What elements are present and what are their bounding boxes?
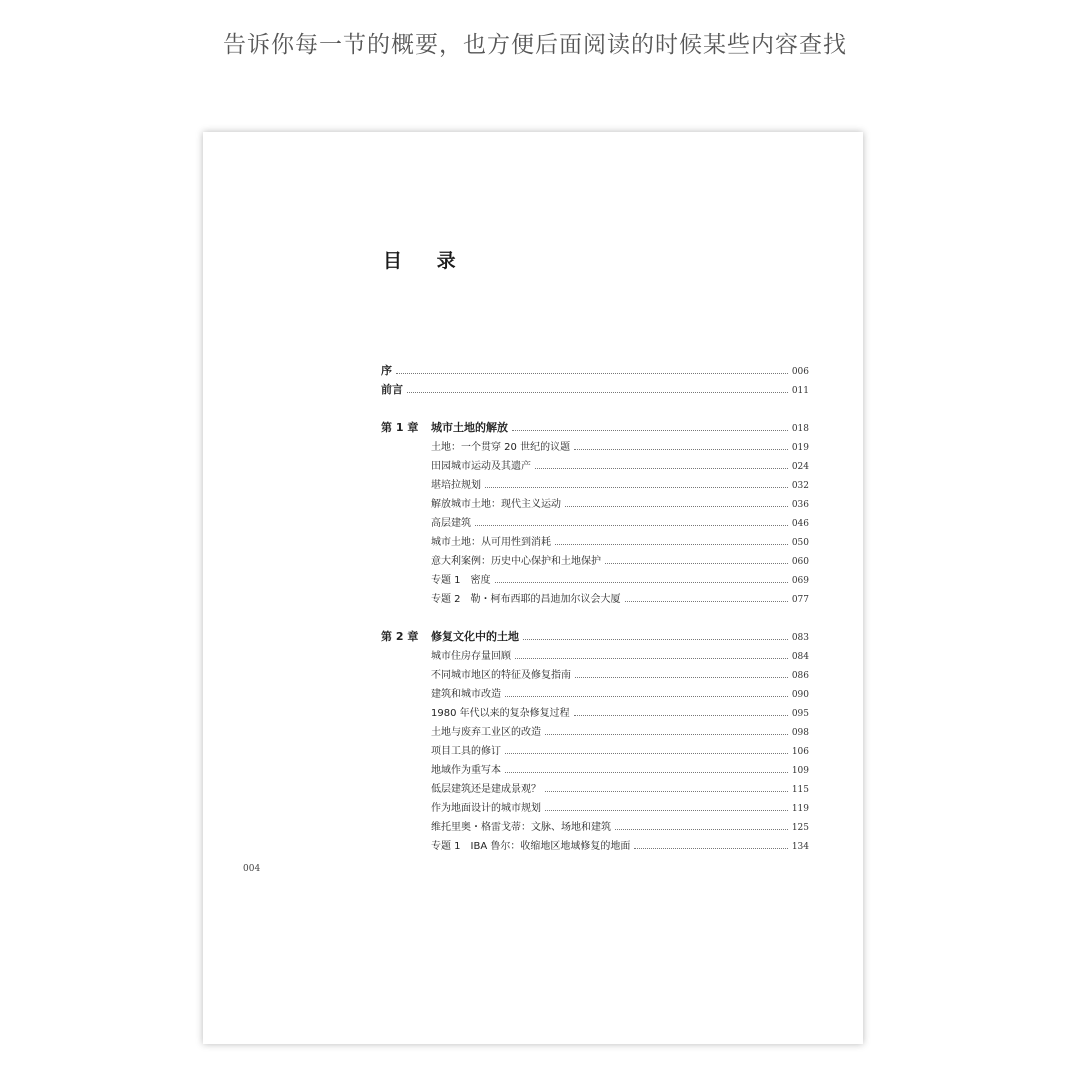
toc-section-label: 1980 年代以来的复杂修复过程: [431, 708, 570, 719]
toc-section-label: 高层建筑: [431, 518, 471, 529]
toc-section[interactable]: [381, 818, 809, 837]
toc-section[interactable]: [381, 704, 809, 723]
toc-section[interactable]: [381, 780, 809, 799]
dot-leader: [545, 791, 788, 792]
toc-page-number: 036: [791, 500, 809, 510]
toc-page-number: 006: [791, 367, 809, 377]
toc-page-number: 098: [791, 728, 809, 738]
toc-section[interactable]: [381, 552, 809, 571]
toc-section[interactable]: [381, 666, 809, 685]
toc-section-label: 城市土地：从可用性到消耗: [431, 537, 551, 548]
toc-section[interactable]: [381, 723, 809, 742]
dot-leader: [515, 658, 788, 659]
toc-page-number: 086: [791, 671, 809, 681]
toc-section[interactable]: [381, 495, 809, 514]
toc-page-number: 106: [791, 747, 809, 757]
toc-entry-foreword[interactable]: [381, 381, 809, 400]
toc-page-number: 083: [791, 633, 809, 643]
dot-leader: [545, 810, 788, 811]
chapter-number: 第 2 章: [381, 630, 419, 643]
dot-leader: [605, 563, 788, 564]
toc-section[interactable]: [381, 457, 809, 476]
dot-leader: [545, 734, 788, 735]
dot-leader: [565, 506, 788, 507]
dot-leader: [505, 772, 788, 773]
dot-leader: [535, 468, 788, 469]
toc-page-number: 069: [791, 576, 809, 586]
toc-section[interactable]: [381, 685, 809, 704]
dot-leader: [475, 525, 788, 526]
toc-page-number: 050: [791, 538, 809, 548]
toc-section-label: 低层建筑还是建成景观？: [431, 784, 541, 795]
toc-entry-preface[interactable]: [381, 362, 809, 381]
toc-section[interactable]: [381, 742, 809, 761]
toc-page-number: 032: [791, 481, 809, 491]
toc-section-label: 专题 1 密度: [431, 575, 491, 586]
toc-section[interactable]: [381, 571, 809, 590]
dot-leader: [523, 639, 788, 640]
dot-leader: [396, 373, 788, 374]
dot-leader: [634, 848, 788, 849]
toc-section-label: 田园城市运动及其遗产: [431, 461, 531, 472]
toc-section[interactable]: [381, 590, 809, 609]
dot-leader: [485, 487, 788, 488]
chapter-2-sections: [381, 647, 809, 856]
toc-page-number: 019: [791, 443, 809, 453]
table-of-contents: [381, 362, 809, 856]
dot-leader: [615, 829, 788, 830]
toc-page-number: 060: [791, 557, 809, 567]
toc-chapter-1[interactable]: [381, 419, 809, 438]
dot-leader: [495, 582, 788, 583]
toc-section[interactable]: [381, 514, 809, 533]
toc-section-label: 土地：一个贯穿 20 世纪的议题: [431, 442, 571, 453]
chapter-1-sections: [381, 438, 809, 609]
toc-section-label: 地域作为重写本: [431, 765, 501, 776]
book-page: [203, 132, 863, 1044]
toc-page-number: 011: [791, 386, 809, 396]
toc-page-number: 090: [791, 690, 809, 700]
chapter-title: 修复文化中的土地: [431, 630, 519, 643]
toc-section-label: 维托里奥・格雷戈蒂：文脉、场地和建筑: [431, 822, 611, 833]
dot-leader: [505, 753, 788, 754]
toc-section-label: 堪培拉规划: [431, 480, 481, 491]
page-folio: 004: [243, 864, 261, 874]
toc-section-label: 不同城市地区的特征及修复指南: [431, 670, 571, 681]
dot-leader: [575, 677, 788, 678]
dot-leader: [574, 449, 788, 450]
dot-leader: [625, 601, 788, 602]
toc-chapter-2[interactable]: [381, 628, 809, 647]
toc-section-label: 项目工具的修订: [431, 746, 501, 757]
toc-page-number: 134: [791, 842, 809, 852]
toc-page-number: 084: [791, 652, 809, 662]
toc-section-label: 解放城市土地：现代主义运动: [431, 499, 561, 510]
toc-page-number: 115: [791, 785, 809, 795]
toc-page-number: 018: [791, 424, 809, 434]
toc-page-number: 046: [791, 519, 809, 529]
toc-section-label: 建筑和城市改造: [431, 689, 501, 700]
toc-section[interactable]: [381, 799, 809, 818]
dot-leader: [505, 696, 788, 697]
toc-section[interactable]: [381, 438, 809, 457]
toc-page-number: 077: [791, 595, 809, 605]
toc-page-number: 024: [791, 462, 809, 472]
toc-section[interactable]: [381, 837, 809, 856]
toc-section-label: 作为地面设计的城市规划: [431, 803, 541, 814]
toc-page-number: 125: [791, 823, 809, 833]
toc-page-number: 119: [791, 804, 809, 814]
chapter-number: 第 1 章: [381, 421, 419, 434]
toc-section[interactable]: [381, 476, 809, 495]
dot-leader: [574, 715, 788, 716]
toc-section-label: 专题 1 IBA 鲁尔：收缩地区地域修复的地面: [431, 841, 631, 852]
dot-leader: [555, 544, 788, 545]
toc-section[interactable]: [381, 761, 809, 780]
toc-page-number: 109: [791, 766, 809, 776]
toc-page-number: 095: [791, 709, 809, 719]
dot-leader: [407, 392, 788, 393]
toc-section[interactable]: [381, 533, 809, 552]
toc-title: 目 录: [383, 250, 470, 272]
toc-section[interactable]: [381, 647, 809, 666]
page-heading: 告诉你每一节的概要，也方便后面阅读的时候某些内容查找: [223, 32, 847, 58]
toc-section-label: 专题 2 勒・柯布西耶的昌迪加尔议会大厦: [431, 594, 621, 605]
chapter-title: 城市土地的解放: [431, 421, 508, 434]
toc-entry-label: 前言: [381, 383, 403, 396]
dot-leader: [512, 430, 788, 431]
toc-section-label: 意大利案例：历史中心保护和土地保护: [431, 556, 601, 567]
toc-entry-label: 序: [381, 364, 392, 377]
toc-section-label: 土地与废弃工业区的改造: [431, 727, 541, 738]
toc-section-label: 城市住房存量回顾: [431, 651, 511, 662]
